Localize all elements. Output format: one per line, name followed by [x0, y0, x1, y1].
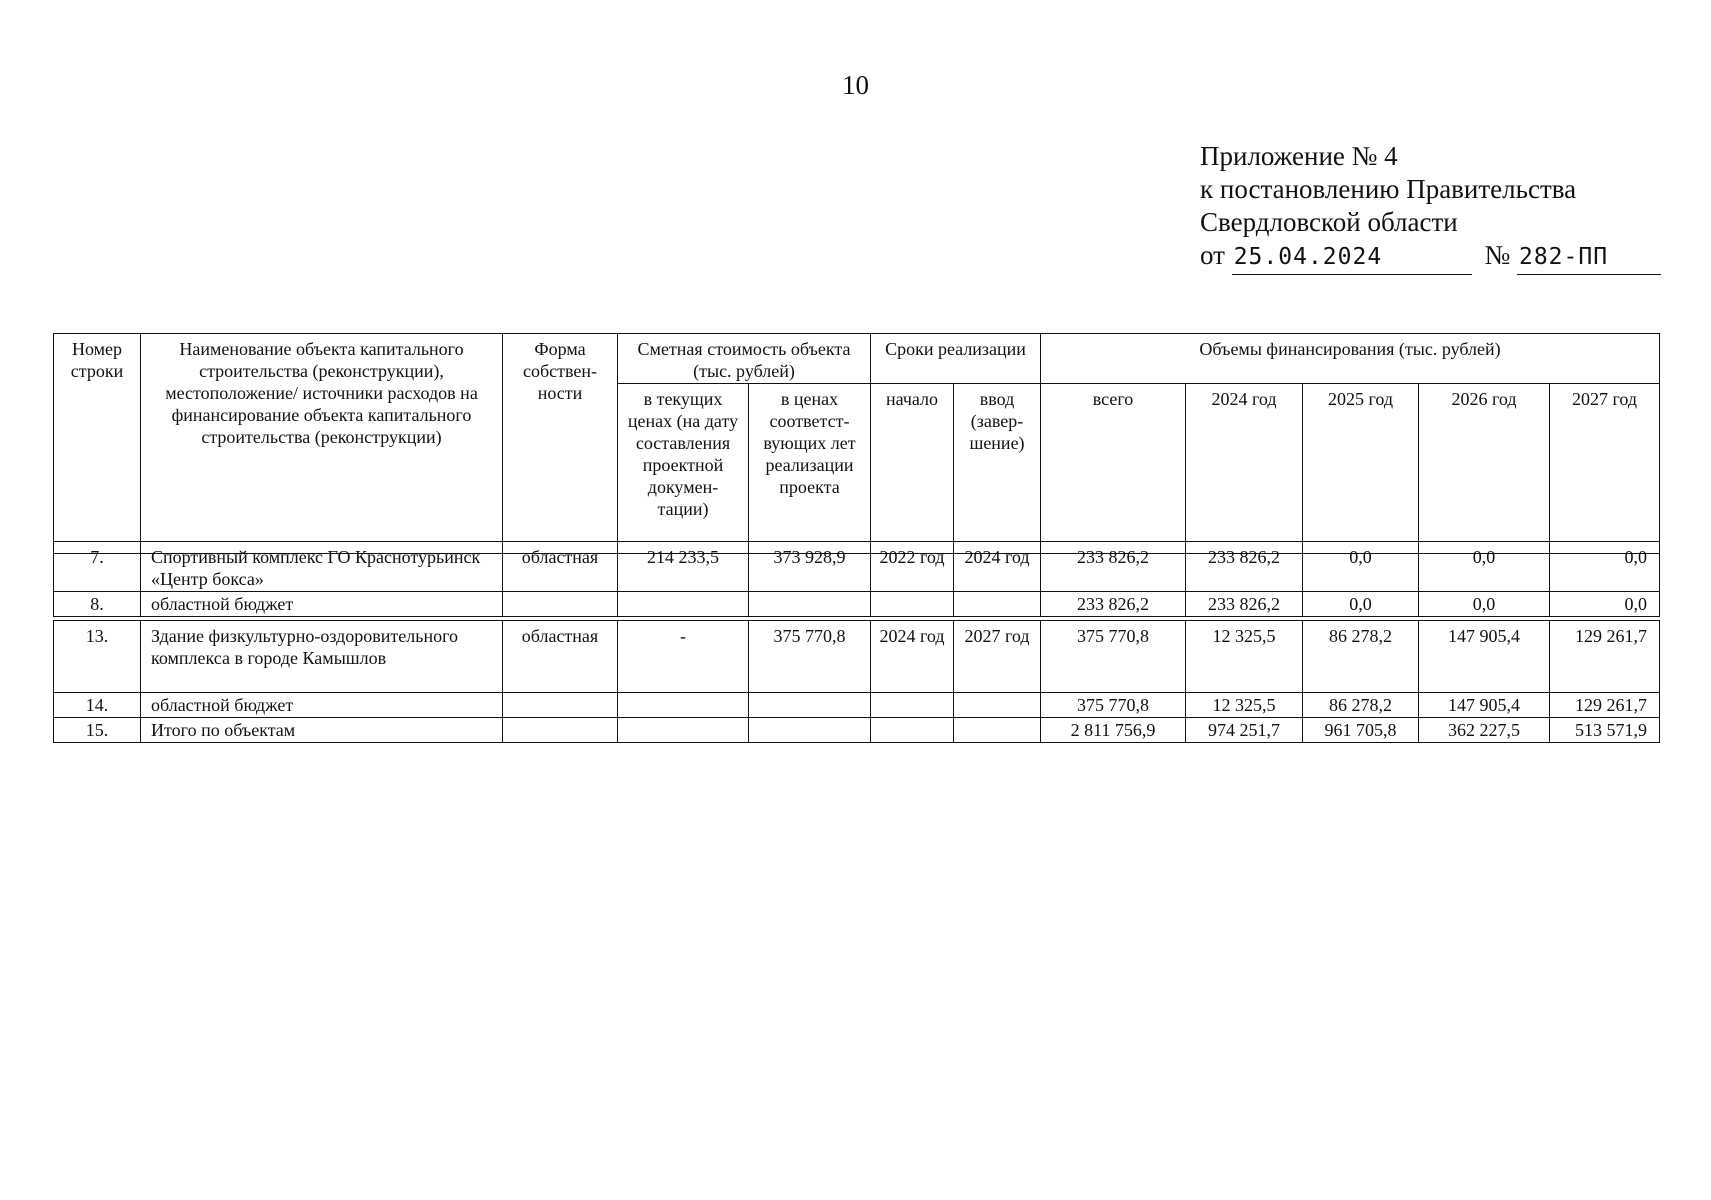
financing-2027: 129 261,7 — [1550, 621, 1660, 693]
cost-current — [618, 718, 749, 743]
table-block-1 — [53, 541, 1660, 617]
row-number: 13. — [54, 621, 141, 693]
table-row — [54, 693, 1660, 718]
header-financing: Объемы финансирования (тыс. рублей) — [1041, 334, 1660, 384]
financing-2027: 0,0 — [1550, 592, 1660, 617]
object-name: Спортивный комплекс ГО Краснотурьинск «Центр бокса» — [141, 542, 503, 592]
resolution-number: 282-ПП — [1517, 241, 1661, 275]
financing-2025: 86 278,2 — [1303, 693, 1419, 718]
financing-2026: 147 905,4 — [1419, 693, 1550, 718]
financing-2024: 974 251,7 — [1186, 718, 1303, 743]
resolution-date: 25.04.2024 — [1232, 241, 1472, 275]
header-cost-current: в текущих ценах (на дату составления проектной докумен- тации) — [618, 384, 749, 554]
object-name: Итого по объектам — [141, 718, 503, 743]
start-year — [871, 718, 954, 743]
cost-years — [749, 592, 871, 617]
financing-2026: 0,0 — [1419, 542, 1550, 592]
row-number: 14. — [54, 693, 141, 718]
table-row — [54, 592, 1660, 617]
financing-2025: 86 278,2 — [1303, 621, 1419, 693]
table-row — [54, 542, 1660, 592]
financing-2025: 0,0 — [1303, 592, 1419, 617]
header-estimated-cost: Сметная стоимость объекта (тыс. рублей) — [618, 334, 871, 384]
table-row-total — [54, 718, 1660, 743]
financing-2024: 233 826,2 — [1186, 542, 1303, 592]
date-prefix: от — [1200, 240, 1225, 270]
cost-years: 373 928,9 — [749, 542, 871, 592]
financing-total: 375 770,8 — [1041, 621, 1186, 693]
cost-current — [618, 592, 749, 617]
ownership-form — [503, 693, 618, 718]
header-total: всего — [1041, 384, 1186, 554]
end-year — [954, 718, 1041, 743]
appendix-date-line — [1200, 239, 1661, 275]
start-year: 2022 год — [871, 542, 954, 592]
financing-2024: 12 325,5 — [1186, 693, 1303, 718]
end-year — [954, 592, 1041, 617]
cost-current: - — [618, 621, 749, 693]
financing-2026: 362 227,5 — [1419, 718, 1550, 743]
start-year — [871, 592, 954, 617]
financing-2027: 0,0 — [1550, 542, 1660, 592]
financing-2025: 961 705,8 — [1303, 718, 1419, 743]
header-end: ввод (завер- шение) — [954, 384, 1041, 554]
table-header — [53, 333, 1660, 554]
header-2026: 2026 год — [1419, 384, 1550, 554]
table-block-2 — [53, 620, 1660, 743]
header-row-number: Номер строки — [54, 334, 141, 554]
cost-years: 375 770,8 — [749, 621, 871, 693]
financing-total: 375 770,8 — [1041, 693, 1186, 718]
ownership-form: областная — [503, 542, 618, 592]
row-number: 7. — [54, 542, 141, 592]
financing-total: 233 826,2 — [1041, 542, 1186, 592]
financing-total: 233 826,2 — [1041, 592, 1186, 617]
object-name: областной бюджет — [141, 693, 503, 718]
end-year: 2027 год — [954, 621, 1041, 693]
cost-years — [749, 693, 871, 718]
appendix-title: Приложение № 4 — [1200, 141, 1398, 171]
number-prefix: № — [1484, 240, 1511, 270]
appendix-resolution: к постановлению Правительства — [1200, 174, 1577, 204]
cost-years — [749, 718, 871, 743]
cost-current: 214 233,5 — [618, 542, 749, 592]
financing-2026: 0,0 — [1419, 592, 1550, 617]
financing-2027: 513 571,9 — [1550, 718, 1660, 743]
table-row — [54, 621, 1660, 693]
ownership-form: областная — [503, 621, 618, 693]
appendix-header — [1200, 140, 1661, 275]
financing-2027: 129 261,7 — [1550, 693, 1660, 718]
object-name: областной бюджет — [141, 592, 503, 617]
ownership-form — [503, 718, 618, 743]
financing-2024: 12 325,5 — [1186, 621, 1303, 693]
object-name: Здание физкультурно-оздоровительного комплекса в городе Камышлов — [141, 621, 503, 693]
header-start: начало — [871, 384, 954, 554]
header-object-name: Наименование объекта капитального строительства (реконструкции), местоположение/ источники расходов на финансирование объекта капитального строительства (реконструкции) — [141, 334, 503, 554]
ownership-form — [503, 592, 618, 617]
start-year: 2024 год — [871, 621, 954, 693]
financing-total: 2 811 756,9 — [1041, 718, 1186, 743]
header-ownership: Форма собствен- ности — [503, 334, 618, 554]
end-year — [954, 693, 1041, 718]
header-2027: 2027 год — [1550, 384, 1660, 554]
financing-2025: 0,0 — [1303, 542, 1419, 592]
start-year — [871, 693, 954, 718]
row-number: 15. — [54, 718, 141, 743]
row-number: 8. — [54, 592, 141, 617]
page-number: 10 — [842, 70, 869, 100]
end-year: 2024 год — [954, 542, 1041, 592]
header-terms: Сроки реализации — [871, 334, 1041, 384]
header-2025: 2025 год — [1303, 384, 1419, 554]
header-cost-years: в ценах соответст- вующих лет реализации проекта — [749, 384, 871, 554]
appendix-region: Свердловской области — [1200, 207, 1458, 237]
financing-2026: 147 905,4 — [1419, 621, 1550, 693]
cost-current — [618, 693, 749, 718]
header-2024: 2024 год — [1186, 384, 1303, 554]
financing-2024: 233 826,2 — [1186, 592, 1303, 617]
